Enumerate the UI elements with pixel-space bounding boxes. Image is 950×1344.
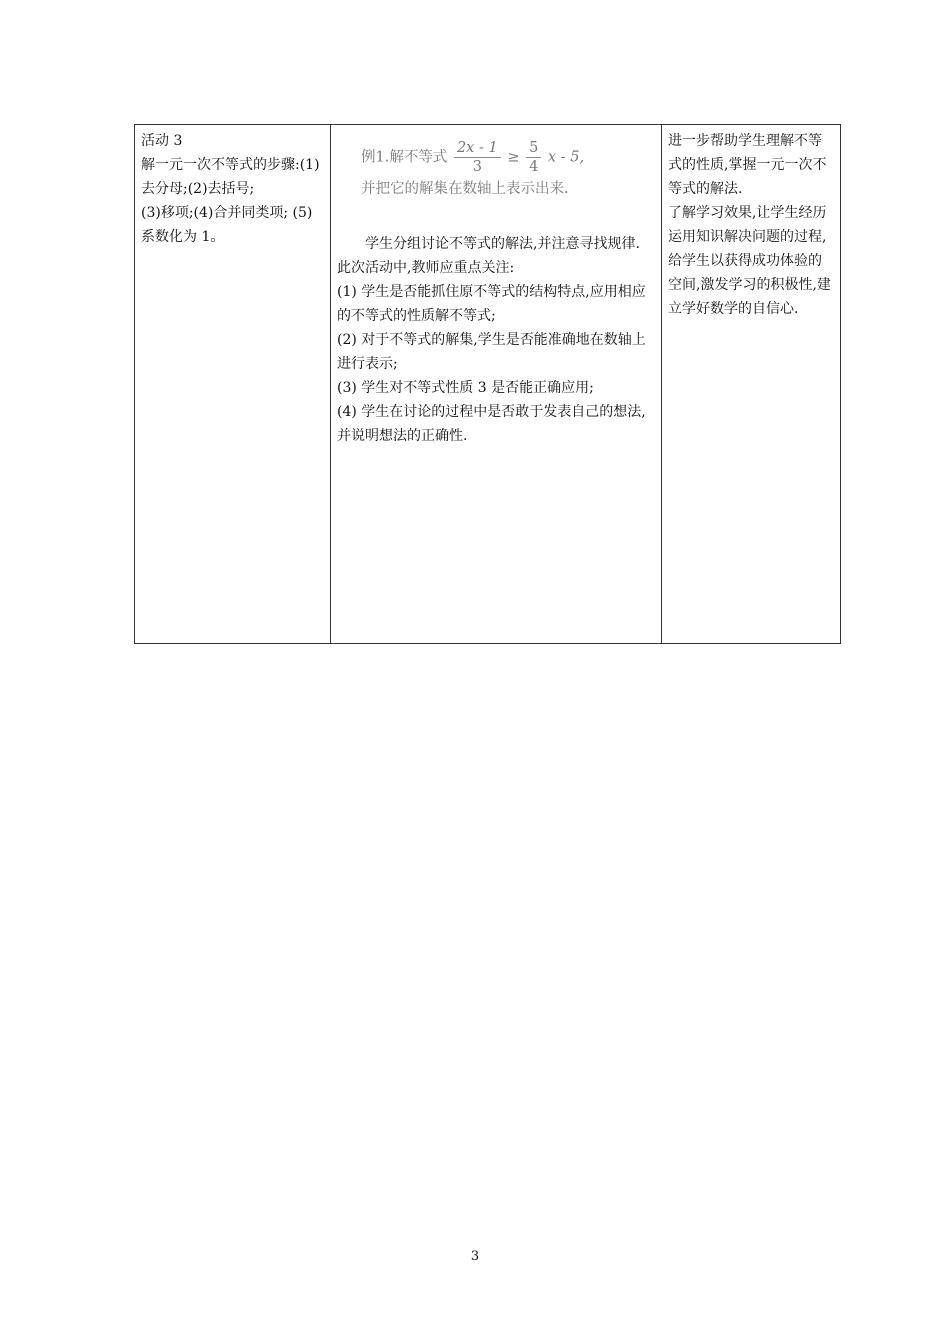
list-item: (3) 学生对不等式性质 3 是否能正确应用; xyxy=(337,380,594,396)
fraction-1-denominator: 3 xyxy=(472,159,482,175)
example-tail: x - 5, xyxy=(547,149,585,166)
table-row xyxy=(135,125,841,644)
activity-title: 活动 3 xyxy=(141,133,183,149)
fraction-1 xyxy=(454,139,501,176)
fraction-1-numerator: 2x - 1 xyxy=(454,139,501,158)
example-line2: 并把它的解集在数轴上表示出来. xyxy=(361,181,569,197)
example-problem xyxy=(337,139,655,202)
intent-text-a: 进一步帮助学生理解不等式的性质,掌握一元一次不等式的解法. xyxy=(668,133,827,197)
lesson-table xyxy=(134,124,841,644)
list-item: (1) 学生是否能抓住原不等式的结构特点,应用相应的不等式的性质解不等式; xyxy=(337,284,646,324)
example-prefix: 例1.解不等式 xyxy=(361,149,448,166)
focus-intro: 此次活动中,教师应重点关注: xyxy=(337,260,515,276)
activity-steps-b: (3)移项;(4)合并同类项; (5)系数化为 1。 xyxy=(141,205,313,245)
activity-cell xyxy=(135,125,331,644)
fraction-2-numerator: 5 xyxy=(526,139,541,158)
fraction-2-denominator: 4 xyxy=(529,159,539,175)
intent-text-b: 了解学习效果,让学生经历运用知识解决问题的过程,给学生以获得成功体验的空间,激发学习的积极性,建立学好数学的自信心. xyxy=(668,205,831,317)
list-item: (4) 学生在讨论的过程中是否敢于发表自己的想法,并说明想法的正确性. xyxy=(337,404,646,444)
activity-steps-a: 解一元一次不等式的步骤:(1)去分母;(2)去括号; xyxy=(141,157,320,197)
geq-symbol: ≥ xyxy=(507,149,520,166)
intent-cell xyxy=(662,125,841,644)
discussion-text: 学生分组讨论不等式的解法,并注意寻找规律. xyxy=(365,236,640,252)
fraction-2 xyxy=(526,139,541,176)
list-item: (2) 对于不等式的解集,学生是否能准确地在数轴上进行表示; xyxy=(337,332,646,372)
page-number: 3 xyxy=(470,1249,480,1264)
process-cell xyxy=(331,125,662,644)
